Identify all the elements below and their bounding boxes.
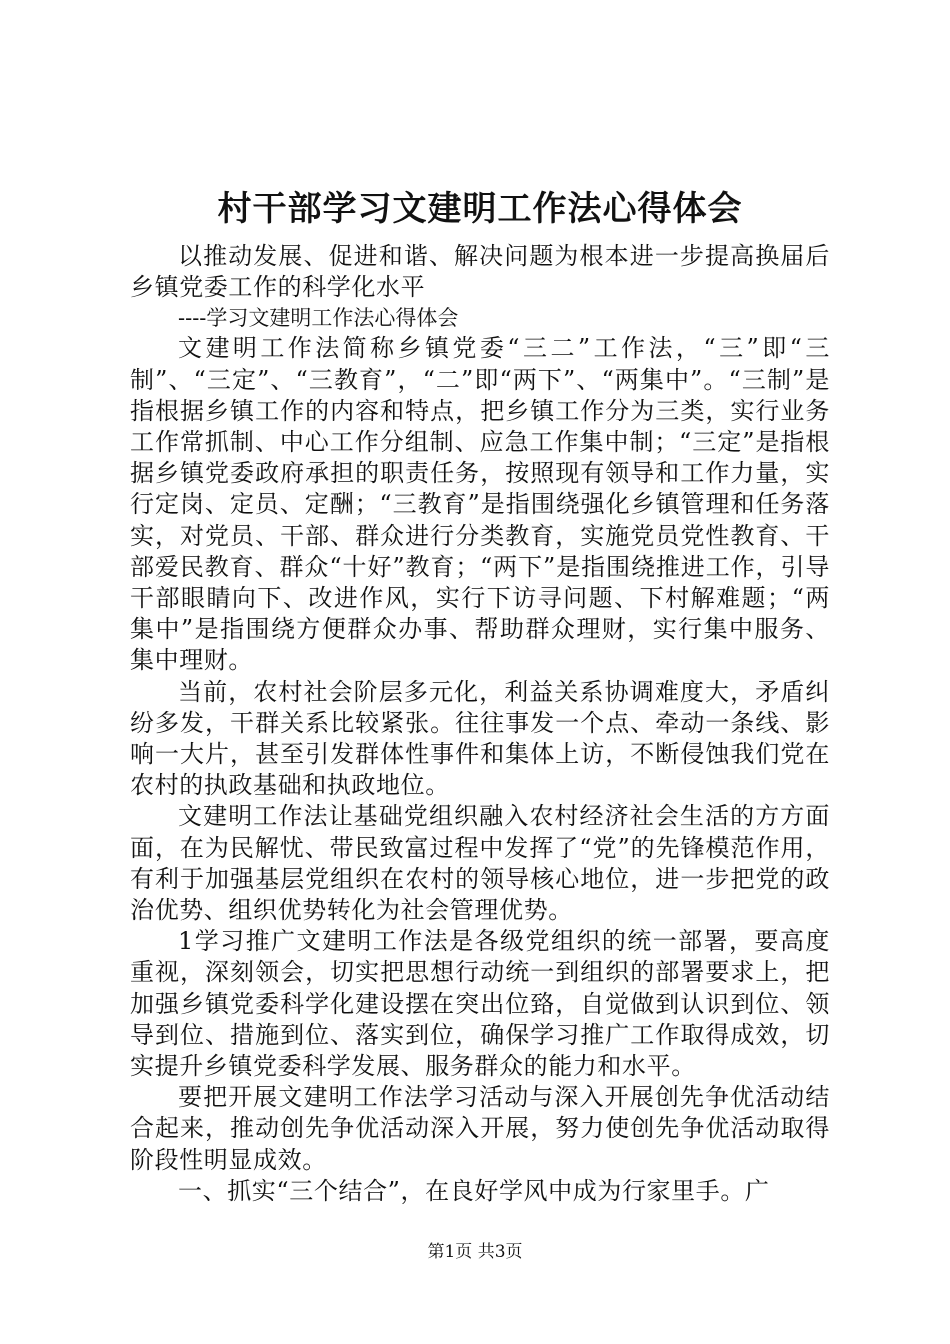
page-footer: 第1页 共3页: [427, 1242, 523, 1262]
document-page: [130, 185, 830, 1207]
body-paragraph-effect: 文建明工作法让基础党组织融入农村经济社会生活的方方面面，在为民解忧、带民致富过程中发挥了“党”的先锋模范作用，有利于加强基层党组织在农村的领导核心地位，进一步把党的政治优势、组织优势转化为社会管理优势。: [130, 802, 830, 925]
body-paragraph-method: 文建明工作法简称乡镇党委“三二”工作法，“三”即“三制”、“三定”、“三教育”，“二”即“两下”、“两集中”。“三制”是指根据乡镇工作的内容和特点，把乡镇工作分为三类，实行业务工作常抓制、中心工作分组制、应急工作集中制；“三定”是指根据乡镇党委政府承担的职责任务，按照现有领导和工作力量，实行定岗、定员、定酬；“三教育”是指围绕强化乡镇管理和任务落实，对党员、干部、群众进行分类教育，实施党员党性教育、干部爱民教育、群众“十好”教育；“两下”是指围绕推进工作，引导干部眼睛向下、改进作风，实行下访寻问题、下村解难题；“两集中”是指围绕方便群众办事、帮助群众理财，实行集中服务、集中理财。: [130, 334, 830, 675]
body-paragraph-combine: 要把开展文建明工作法学习活动与深入开展创先争优活动结合起来，推动创先争优活动深入开展，努力使创先争优活动取得阶段性明显成效。: [130, 1083, 830, 1174]
document-subtitle: ----学习文建明工作法心得体会: [178, 306, 459, 331]
body-paragraph-current: 当前，农村社会阶层多元化，利益关系协调难度大，矛盾纠纷多发，干群关系比较紧张。往往事发一个点、牵动一条线、影响一大片，甚至引发群体性事件和集体上访，不断侵蚀我们党在农村的执政基础和执政地位。: [130, 677, 830, 800]
body-paragraph-section-1: 一、抓实“三个结合”，在良好学风中成为行家里手。广: [178, 1176, 770, 1205]
document-title: 村干部学习文建明工作法心得体会: [217, 189, 743, 229]
body-paragraph-point-1: 1学习推广文建明工作法是各级党组织的统一部署，要高度重视，深刻领会，切实把思想行动统一到组织的部署要求上，把加强乡镇党委科学化建设摆在突出位臵，自觉做到认识到位、领导到位、措施到位、落实到位，确保学习推广工作取得成效，切实提升乡镇党委科学发展、服务群众的能力和水平。: [130, 927, 830, 1081]
intro-paragraph: 以推动发展、促进和谐、解决问题为根本进一步提高换届后乡镇党委工作的科学化水平: [130, 242, 830, 302]
